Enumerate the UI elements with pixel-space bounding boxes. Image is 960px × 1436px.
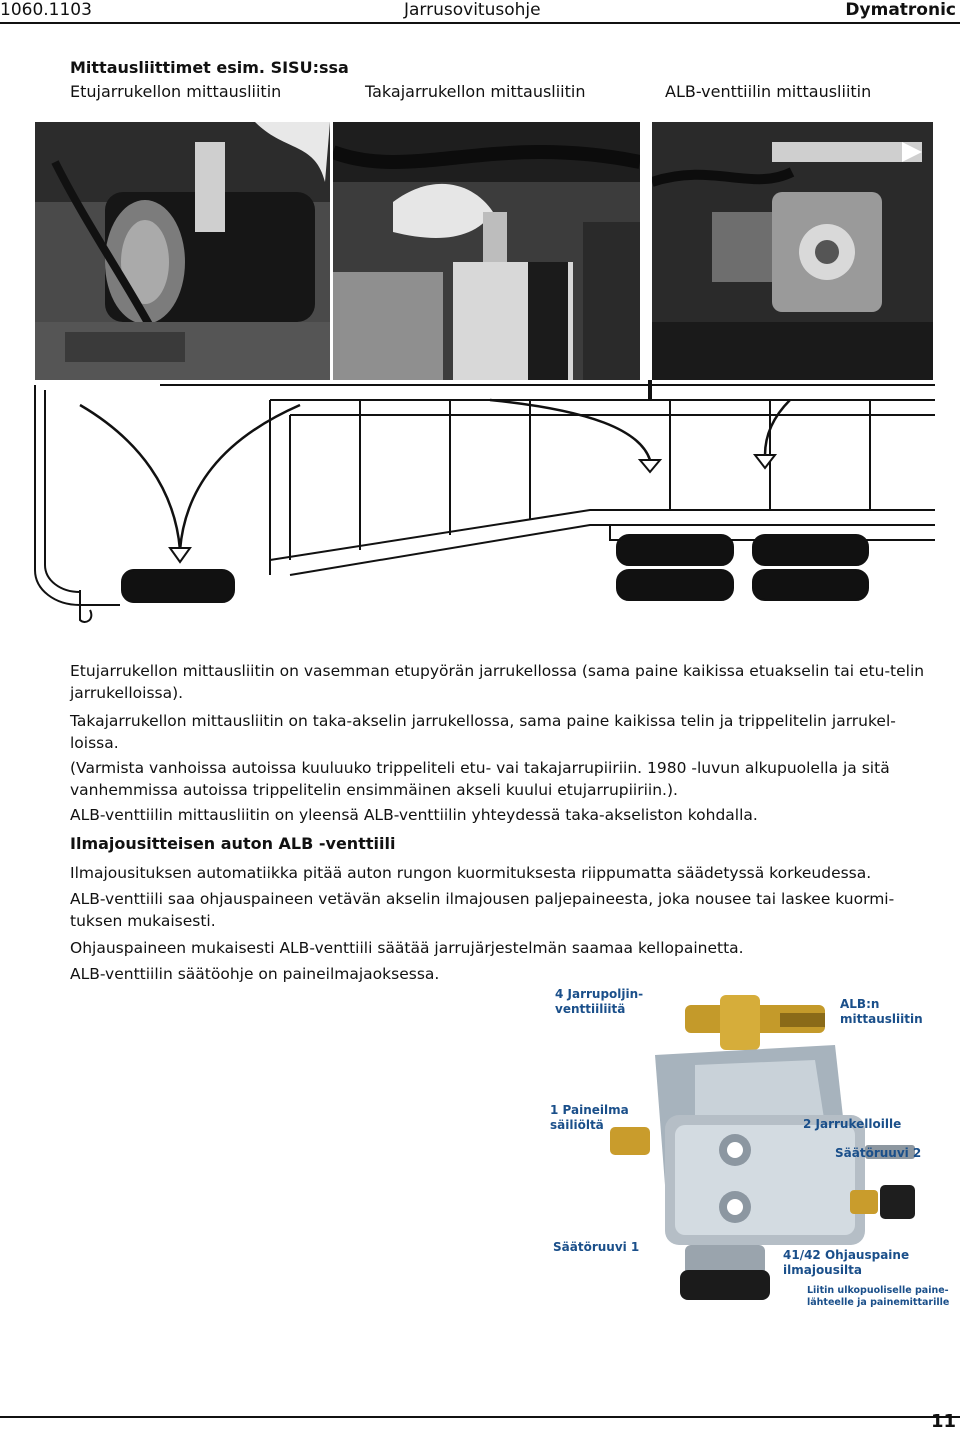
label-adjust-screw-1: Säätöruuvi 1 xyxy=(553,1240,640,1254)
footer-divider xyxy=(0,1416,960,1418)
rear-brake-photo xyxy=(333,122,640,380)
caption-rear-brake: Takajarrukellon mittausliitin xyxy=(365,82,586,101)
page-header xyxy=(0,0,960,22)
front-brake-photo xyxy=(35,122,330,380)
label-external-source-line2: lähteelle ja painemittarille xyxy=(807,1297,950,1308)
brand-name: Dymatronic xyxy=(845,0,956,20)
label-alb-test-port xyxy=(840,997,923,1027)
paragraph-tridem-note: (Varmista vanhoissa autoissa kuuluuko trippeliteli etu- vai takajarrupiiriin. 1980 -luvun alkupuolella ja sitä vanhemmissa autoissa trippelitelin ensimmäinen akseli kuului etujarrupiiriin.). xyxy=(70,759,890,799)
alb-valve-figure xyxy=(545,975,955,1335)
label-external-source xyxy=(807,1285,949,1309)
label-control-pressure-line2: ilmajousilta xyxy=(783,1263,862,1277)
alb-section-title: Ilmajousitteisen auton ALB -venttiili xyxy=(70,834,396,853)
paragraph-front-brake: Etujarrukellon mittausliitin on vasemman etupyörän jarrukellossa (sama paine kaikissa etuakselin tai etu-telin jarrukelloissa). xyxy=(70,662,925,702)
label-control-pressure-line1: 41/42 Ohjauspaine xyxy=(783,1248,910,1262)
paragraph-control-pressure: ALB-venttiili saa ohjauspaineen vetävän akselin ilmajousen paljepaineesta, joka nousee tai laskee kuormi-tuksen mukaisesti. xyxy=(70,890,895,930)
paragraph-valve-regulation: Ohjauspaineen mukaisesti ALB-venttiili säätää jarrujärjestelmän saamaa kellopainetta. xyxy=(70,939,744,957)
label-alb-test-port-line2: mittausliitin xyxy=(840,1012,923,1026)
label-brake-pedal-valve xyxy=(555,987,643,1017)
label-air-tank-line2: säiliöltä xyxy=(550,1118,604,1132)
label-brake-chambers: 2 Jarrukelloille xyxy=(803,1117,902,1131)
caption-alb-valve: ALB-venttiilin mittausliitin xyxy=(665,82,872,101)
header-divider xyxy=(0,22,960,24)
truck-chassis-diagram xyxy=(30,380,935,625)
page-number: 11 xyxy=(930,1411,956,1432)
label-brake-pedal-valve-line2: venttiiliitä xyxy=(555,1002,626,1016)
paragraph-adjustment-ref: ALB-venttiilin säätöohje on paineilmajaoksessa. xyxy=(70,965,440,983)
doc-title: Jarrusovitusohje xyxy=(404,0,541,20)
label-adjust-screw-2: Säätöruuvi 2 xyxy=(835,1146,922,1160)
paragraph-alb-connector: ALB-venttiilin mittausliitin on yleensä ALB-venttiilin yhteydessä taka-akseliston kohdalla. xyxy=(70,806,758,824)
paragraph-rear-brake: Takajarrukellon mittausliitin on taka-akselin jarrukellossa, sama paine kaikissa telin ja trippelitelin jarrukel-loissa. xyxy=(70,712,896,752)
paragraph-air-suspension: Ilmajousituksen automatiikka pitää auton rungon kuormituksesta riippumatta säädetyssä korkeudessa. xyxy=(70,864,872,882)
doc-number: 1060.1103 xyxy=(0,0,92,20)
caption-front-brake: Etujarrukellon mittausliitin xyxy=(70,82,282,101)
label-air-tank xyxy=(550,1103,629,1133)
label-external-source-line1: Liitin ulkopuoliselle paine- xyxy=(807,1285,949,1296)
label-air-tank-line1: 1 Paineilma xyxy=(550,1103,629,1117)
label-alb-test-port-line1: ALB:n xyxy=(840,997,880,1011)
section-title: Mittausliittimet esim. SISU:ssa xyxy=(70,58,349,77)
label-brake-pedal-valve-line1: 4 Jarrupoljin- xyxy=(555,987,644,1001)
alb-valve-photo xyxy=(652,122,933,380)
label-control-pressure xyxy=(783,1248,909,1278)
